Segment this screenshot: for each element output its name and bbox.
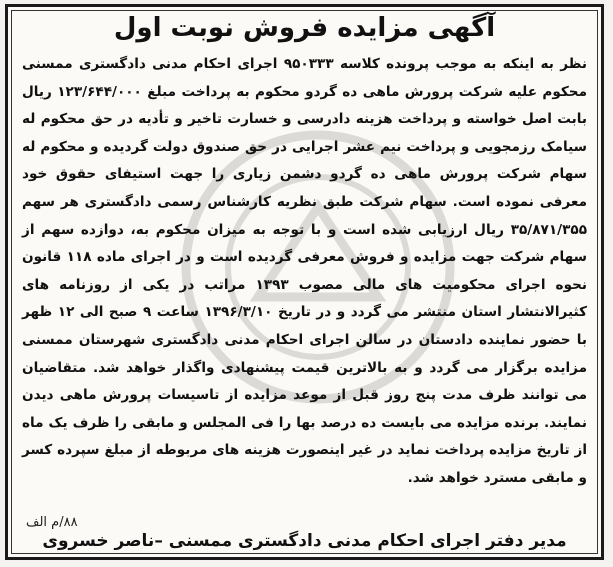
reference-code: ۸۸/م الف bbox=[26, 515, 78, 530]
signature-line: مدیر دفتر اجرای احکام مدنی دادگستری ممسنی –ناصر خسروی bbox=[42, 531, 567, 551]
notice-title: آگهی مزایده فروش نوبت اول bbox=[113, 13, 496, 43]
notice-body: نظر به اینکه به موجب پرونده کلاسه ۹۵۰۳۳۳ اجرای احکام مدنی دادگستری ممسنی محکوم علیه شرکت پرورش ماهی ده گردو محکوم به پرداخت مبلغ ۱۲۳/۶۴۴/۰۰۰ ریال بابت اصل خواسته و پرداخت هزینه دادرسی و خسارت تاخیر و تأدیه در حق محکوم له سیامک رزمجویی و پرداخت نیم عشر اجرایی در حق صندوق دولت گردیده و محکوم له سهام شرکت پرورش ماهی ده گردو دشمن زیاری را جهت استیفای حقوق خود معرفی نموده است. سهام شرکت طبق نظریه کارشناس رسمی دادگستری هر سهم ۳۵/۸۷۱/۳۵۵ ریال ارزیابی شده است و با توجه به میزان محکوم به، دوازده سهم از سهام شرکت جهت مزایده و فروش معرفی گردیده است و در اجرای ماده ۱۱۸ قانون نحوه اجرای محکومیت های مالی مصوب ۱۳۹۳ مراتب در یکی از روزنامه های کثیرالانتشار استان منتشر می گردد و در تاریخ ۱۳۹۶/۳/۱۰ ساعت ۹ صبح الی ۱۲ ظهر با حضور نماینده دادستان در سالن اجرای احکام مدنی دادگستری شهرستان ممسنی مزایده برگزار می گردد و به بالاترین قیمت پیشنهادی واگذار خواهد شد. متقاضیان می توانند ظرف مدت پنج روز قبل از موعد مزایده از تاسیسات پرورش ماهی دیدن نمایند. برنده مزایده می بایست ده درصد بها را فی المجلس و مابقی را ظرف یک ماه از تاریخ مزایده پرداخت نماید در غیر اینصورت هزینه های مربوطه از مبلغ سپرده کسر و مابقی مسترد خواهد شد. bbox=[22, 56, 588, 486]
notice-box bbox=[5, 4, 604, 560]
